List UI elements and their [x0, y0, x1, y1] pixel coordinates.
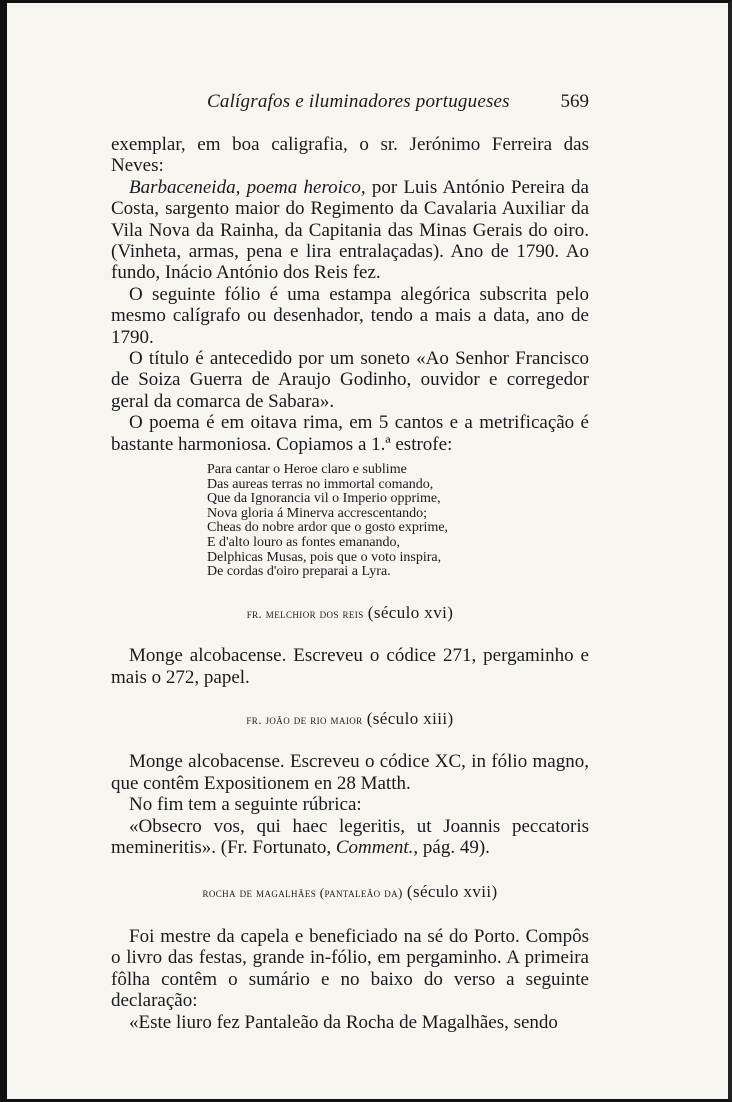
poem-line: Nova gloria á Minerva accrescentando; — [207, 505, 428, 521]
section-name: rocha de magalhães (pantaleão da) — [202, 884, 403, 900]
paragraph — [111, 816, 589, 859]
poem-line: E d'alto louro as fontes emanando, — [207, 535, 401, 551]
body-text — [111, 134, 589, 1033]
paragraph: exemplar, em boa caligrafia, o sr. Jerónimo Ferreira das Neves: — [111, 134, 589, 177]
section-name: fr. melchior dos reis — [246, 605, 364, 621]
paragraph: O poema é em oitava rima, em 5 cantos e a metrificação é bastante harmoniosa. Copiamos a 1.ª estrofe: — [111, 412, 589, 455]
poem-line: De cordas d'oiro preparai a Lyra. — [207, 564, 391, 580]
poem-line: Para cantar o Heroe claro e sublime — [207, 462, 407, 478]
section-heading — [111, 881, 589, 904]
poem-stanza — [207, 463, 589, 580]
work-title: Barbaceneida, poema heroico, — [129, 176, 366, 198]
section-epoch: (século xvii) — [406, 881, 498, 901]
running-title: Calígrafos e iluminadores portugueses — [207, 91, 510, 112]
paragraph: «Este liuro fez Pantaleão da Rocha de Magalhães, sendo — [129, 1011, 558, 1033]
citation-title: Comment. — [335, 837, 414, 859]
paragraph: No fim tem a seguinte rúbrica: — [129, 794, 362, 816]
paragraph: Monge alcobacense. Escreveu o códice XC, in fólio magno, que contêm Expositionem en 28 Matth. — [111, 751, 589, 794]
section-heading — [111, 708, 589, 731]
paragraph-text: por Luis António Pereira da Costa, sargento maior do Regimento da Cavalaria Auxiliar da Vila Nova da Rainha, da Capitania das Minas Gerais do oiro. (Vinheta, armas, pena e lira entralaçadas). Ano de 1790. Ao fundo, Inácio António dos Reis fez. — [111, 176, 589, 284]
paragraph: Foi mestre da capela e beneficiado na sé do Porto. Compôs o livro das festas, grande in-fólio, em pergaminho. A primeira fôlha contêm o sumário e no baixo do verso a seguinte declaração: — [111, 925, 589, 1012]
paragraph: O título é antecedido por um soneto «Ao Senhor Francisco de Soiza Guerra de Araujo Godinho, ouvidor e corregedor geral da comarca de Sabara». — [111, 348, 589, 412]
section-epoch: (século xiii) — [366, 709, 454, 729]
page-number: 569 — [560, 91, 589, 112]
paragraph: Monge alcobacense. Escreveu o códice 271, pergaminho e mais o 272, papel. — [111, 645, 589, 688]
section-epoch: (século xvi) — [367, 602, 454, 622]
section-name: fr. joão de rio maior — [246, 712, 363, 728]
citation-end: , pág. 49). — [413, 837, 490, 859]
paragraph — [111, 177, 589, 284]
poem-line: Das aureas terras no immortal comando, — [207, 476, 434, 492]
paragraph: O seguinte fólio é uma estampa alegórica subscrita pelo mesmo calígrafo ou desenhador, tendo a mais a data, ano de 1790. — [111, 283, 589, 348]
section-heading — [111, 602, 589, 625]
quote-text: «Obsecro vos, qui haec legeritis, ut Joannis peccatoris memineritis». (Fr. Fortunato, — [111, 815, 589, 859]
poem-line: Cheas do nobre ardor que o gosto exprime, — [207, 520, 449, 536]
poem-line: Delphicas Musas, pois que o voto inspira, — [207, 549, 442, 565]
poem-line: Que da Ignorancia vil o Imperio opprime, — [207, 491, 441, 507]
